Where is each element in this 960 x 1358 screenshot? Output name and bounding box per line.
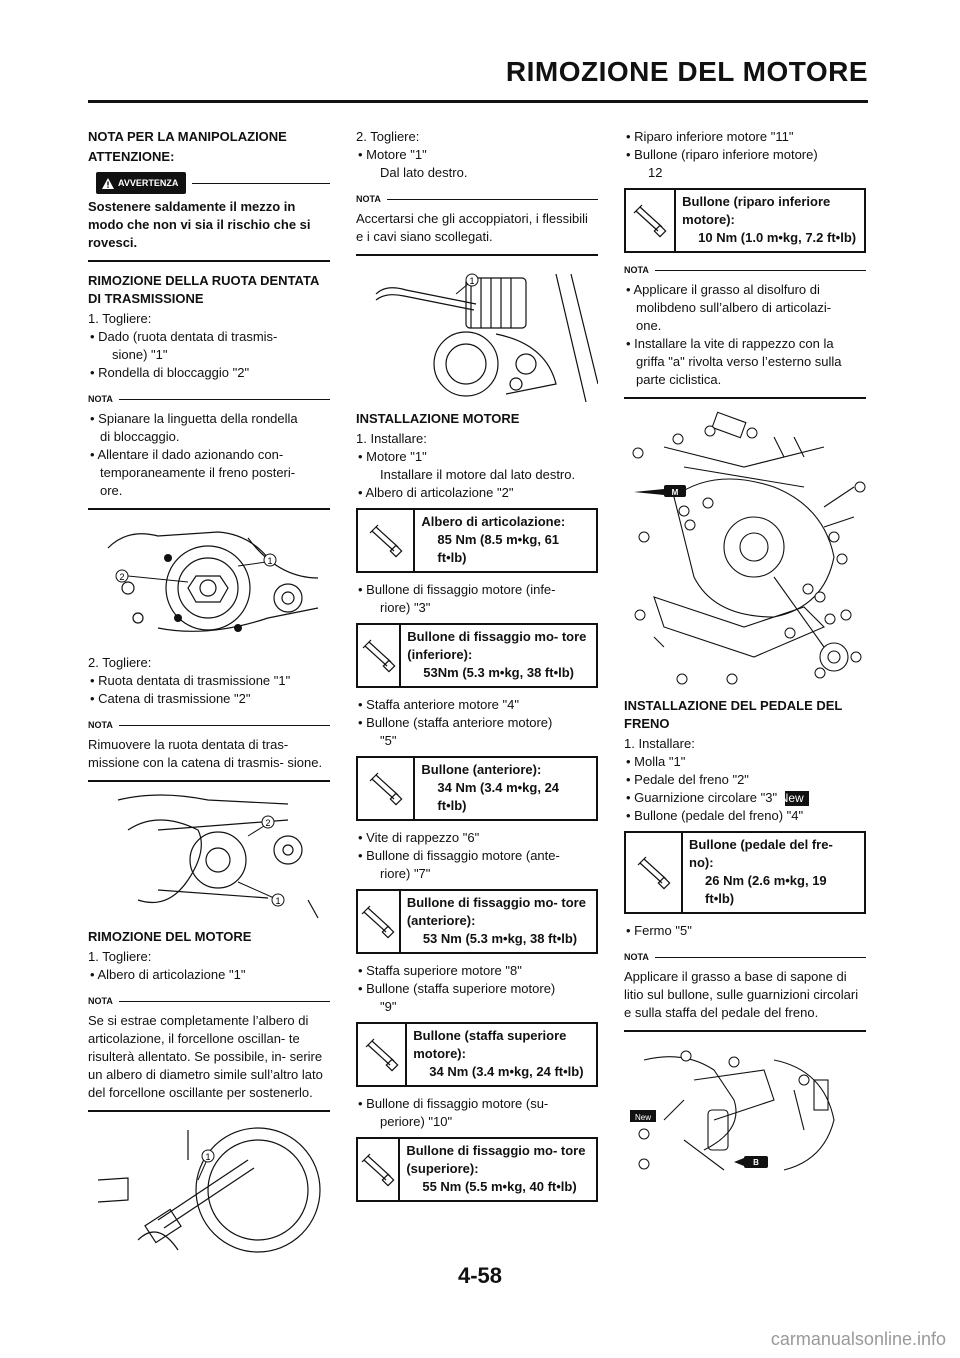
list-item-cont: griffa "a" rivolta verso l’esterno sulla xyxy=(636,354,842,369)
torque-name: Bullone di fissaggio mo- tore (superiore): xyxy=(406,1143,586,1176)
torque-value: 26 Nm (2.6 m•kg, 19 ft•lb) xyxy=(705,873,827,906)
section-title-rimozione-motore: RIMOZIONE DEL MOTORE xyxy=(88,929,252,944)
list-item-cont: Installare il motore dal lato destro. xyxy=(380,467,576,482)
torque-box xyxy=(624,188,866,253)
nota-text: Se si estrae completamente l’albero di articolazione, il forcellone oscillan- te risulterà allentato. Se possibile, in- serire un albero di diametro simile sull’altro lato del forcellone oscillante per sostenerlo. xyxy=(88,1013,323,1100)
new-badge: New xyxy=(634,1113,652,1122)
list-item: • Catena di trasmissione "2" xyxy=(88,690,330,708)
page-title: RIMOZIONE DEL MOTORE xyxy=(505,56,868,87)
torque-name: Bullone (riparo inferiore motore): xyxy=(682,194,831,227)
figure-sprocket-chain xyxy=(88,790,330,920)
figure-engine-removal xyxy=(356,264,598,402)
callout-1: 1 xyxy=(275,896,281,906)
torque-value: 10 Nm (1.0 m•kg, 7.2 ft•lb) xyxy=(698,230,857,245)
torque-name: Bullone (staffa superiore motore): xyxy=(413,1028,567,1061)
figure-brake-pedal xyxy=(624,1040,866,1180)
torque-name: Bullone di fissaggio mo- tore (anteriore): xyxy=(406,895,586,928)
list-item: • Riparo inferiore motore "11" xyxy=(624,128,866,146)
torque-wrench-icon xyxy=(358,902,398,942)
list-item: • Bullone di fissaggio motore (infe- xyxy=(356,581,598,599)
torque-box xyxy=(356,1022,598,1087)
list-item: • Fermo "5" xyxy=(624,922,866,940)
warning-badge: AVVERTENZA xyxy=(96,172,186,194)
step-text: 1. Installare: xyxy=(624,736,695,751)
callout-1: 1 xyxy=(469,276,475,286)
torque-wrench-icon xyxy=(634,853,674,893)
list-item-cont: riore) "7" xyxy=(380,866,431,881)
grease-b-label: B xyxy=(753,1158,759,1167)
torque-value: 53Nm (5.3 m•kg, 38 ft•lb) xyxy=(423,665,574,680)
torque-wrench-icon xyxy=(359,636,399,676)
list-item: • Motore "1" xyxy=(356,448,598,466)
torque-name: Bullone (pedale del fre- no): xyxy=(689,837,833,870)
list-item-cont: di bloccaggio. xyxy=(100,429,180,444)
nota-text: Applicare il grasso a base di sapone di litio sul bullone, sulle guarnizioni circolari e sulla staffa del pedale del freno. xyxy=(624,969,859,1020)
callout-2: 2 xyxy=(119,572,125,582)
nota-box: NOTA • Spianare la linguetta della rondella di bloccaggio. • Allentare il dado azionando con- temporaneamente il freno posteri- ore. xyxy=(88,390,330,510)
nota-text: Rimuovere la ruota dentata di tras- missione con la catena di trasmis- sione. xyxy=(88,737,323,770)
list-item-cont: 12 xyxy=(648,165,663,180)
torque-box xyxy=(356,508,598,573)
step-text: 1. Togliere: xyxy=(88,311,152,326)
list-item: • Bullone (riparo inferiore motore) xyxy=(624,146,866,164)
column-1 xyxy=(88,128,330,1268)
list-item-cont: parte ciclistica. xyxy=(636,372,722,387)
nota-box: NOTA Applicare il grasso a base di sapone di litio sul bullone, sulle guarnizioni circolari e sulla staffa del pedale del freno. xyxy=(624,948,866,1032)
list-item: • Installare la vite di rappezzo con la xyxy=(624,335,866,353)
list-item-cont: temporaneamente il freno posteri- xyxy=(100,465,296,480)
new-badge: New xyxy=(785,791,809,806)
torque-box xyxy=(356,1137,598,1202)
list-item: • Bullone di fissaggio motore (su- xyxy=(356,1095,598,1113)
list-item: • Applicare il grasso al disolfuro di xyxy=(624,281,866,299)
section-title-installazione-motore: INSTALLAZIONE MOTORE xyxy=(356,411,520,426)
list-item: • Rondella di bloccaggio "2" xyxy=(88,364,330,382)
column-3 xyxy=(624,128,866,1188)
torque-name: Albero di articolazione: xyxy=(421,514,566,529)
torque-value: 55 Nm (5.5 m•kg, 40 ft•lb) xyxy=(422,1179,577,1194)
nota-box: NOTA • Applicare il grasso al disolfuro di molibdeno sull’albero di articolazi- one. • Installare la vite di rappezzo con la griffa "a" rivolta verso l’esterno sulla parte ciclistica. xyxy=(624,261,866,399)
footer-watermark: carmanualsonline.info xyxy=(770,1329,946,1349)
section-title-pedale-freno: INSTALLAZIONE DEL PEDALE DEL FRENO xyxy=(624,698,843,731)
list-item-cont: ore. xyxy=(100,483,123,498)
torque-box xyxy=(356,623,598,688)
list-item: • Staffa anteriore motore "4" xyxy=(356,696,598,714)
figure-engine-exploded xyxy=(624,407,866,689)
list-item: • Spianare la linguetta della rondella xyxy=(88,410,330,428)
nota-box: NOTA Se si estrae completamente l’albero di articolazione, il forcellone oscillan- te risulterà allentato. Se possibile, in- serire un albero di diametro simile sull’altro lato del forcellone oscillante per sostenerlo. xyxy=(88,992,330,1112)
list-item: • Albero di articolazione "2" xyxy=(356,484,598,502)
list-item-cont: molibdeno sull’albero di articolazi- xyxy=(636,300,832,315)
nota-manipolazione-heading: NOTA PER LA MANIPOLAZIONE xyxy=(88,129,287,144)
list-item: • Allentare il dado azionando con- xyxy=(88,446,330,464)
torque-wrench-icon xyxy=(366,769,406,809)
warning-triangle-icon xyxy=(102,178,114,189)
step-text: 2. Togliere: xyxy=(356,129,420,144)
list-item: • Dado (ruota dentata di trasmis- xyxy=(88,328,330,346)
list-item: • Bullone (staffa anteriore motore) xyxy=(356,714,598,732)
warning-text: Sostenere saldamente il mezzo in modo che non vi sia il rischio che si rovesci. xyxy=(88,199,311,250)
torque-wrench-icon xyxy=(358,1150,398,1190)
torque-wrench-icon xyxy=(366,521,406,561)
callout-1: 1 xyxy=(267,556,273,566)
attenzione-heading: ATTENZIONE: xyxy=(88,149,175,164)
list-item-cont: one. xyxy=(636,318,662,333)
torque-box xyxy=(624,831,866,914)
list-item-cont: riore) "3" xyxy=(380,600,431,615)
list-item: • Bullone di fissaggio motore (ante- xyxy=(356,847,598,865)
step-text: 2. Togliere: xyxy=(88,655,152,670)
nota-box: NOTA Accertarsi che gli accoppiatori, i flessibili e i cavi siano scollegati. xyxy=(356,190,598,256)
figure-sprocket-nut xyxy=(88,518,330,646)
torque-wrench-icon xyxy=(630,201,670,241)
column-2 xyxy=(356,128,598,1210)
list-item: • Bullone (staffa superiore motore) xyxy=(356,980,598,998)
nota-text: Accertarsi che gli accoppiatori, i flessibili e i cavi siano scollegati. xyxy=(356,211,588,244)
list-item: • Staffa superiore motore "8" xyxy=(356,962,598,980)
list-item: • Motore "1" xyxy=(356,146,598,164)
step-text: 1. Togliere: xyxy=(88,949,152,964)
torque-box xyxy=(356,756,598,821)
title-rule xyxy=(88,100,868,103)
list-item-cont: sione) "1" xyxy=(112,347,168,362)
step-text: 1. Installare: xyxy=(356,431,427,446)
torque-value: 34 Nm (3.4 m•kg, 24 ft•lb) xyxy=(437,780,560,813)
section-title-ruota: RIMOZIONE DELLA RUOTA DENTATA DI TRASMISSIONE xyxy=(88,273,319,306)
list-item: • Molla "1" xyxy=(624,753,866,771)
list-item: • Albero di articolazione "1" xyxy=(88,966,330,984)
callout-2: 2 xyxy=(265,818,271,828)
grease-m-label: M xyxy=(671,488,679,497)
nota-box: NOTA Rimuovere la ruota dentata di tras- missione con la catena di trasmis- sione. xyxy=(88,716,330,782)
torque-value: 53 Nm (5.3 m•kg, 38 ft•lb) xyxy=(422,931,578,946)
torque-value: 85 Nm (8.5 m•kg, 61 ft•lb) xyxy=(437,532,560,565)
figure-pivot-shaft xyxy=(88,1120,330,1260)
list-item: • Guarnizione circolare "3" New xyxy=(624,789,866,807)
list-item-cont: "9" xyxy=(380,999,397,1014)
torque-box xyxy=(356,889,598,954)
torque-name: Bullone di fissaggio mo- tore (inferiore): xyxy=(407,629,587,662)
torque-wrench-icon xyxy=(362,1035,402,1075)
torque-value: 34 Nm (3.4 m•kg, 24 ft•lb) xyxy=(429,1064,584,1079)
torque-name: Bullone (anteriore): xyxy=(421,762,542,777)
list-item: • Pedale del freno "2" xyxy=(624,771,866,789)
list-item: • Ruota dentata di trasmissione "1" xyxy=(88,672,330,690)
warning-box xyxy=(88,172,330,262)
list-item-cont: "5" xyxy=(380,733,397,748)
list-item: • Bullone (pedale del freno) "4" xyxy=(624,807,866,825)
list-item: • Vite di rappezzo "6" xyxy=(356,829,598,847)
page-number: 4-58 xyxy=(457,1263,503,1288)
list-item-cont: periore) "10" xyxy=(380,1114,453,1129)
callout-1: 1 xyxy=(205,1152,211,1162)
list-item-cont: Dal lato destro. xyxy=(380,165,468,180)
